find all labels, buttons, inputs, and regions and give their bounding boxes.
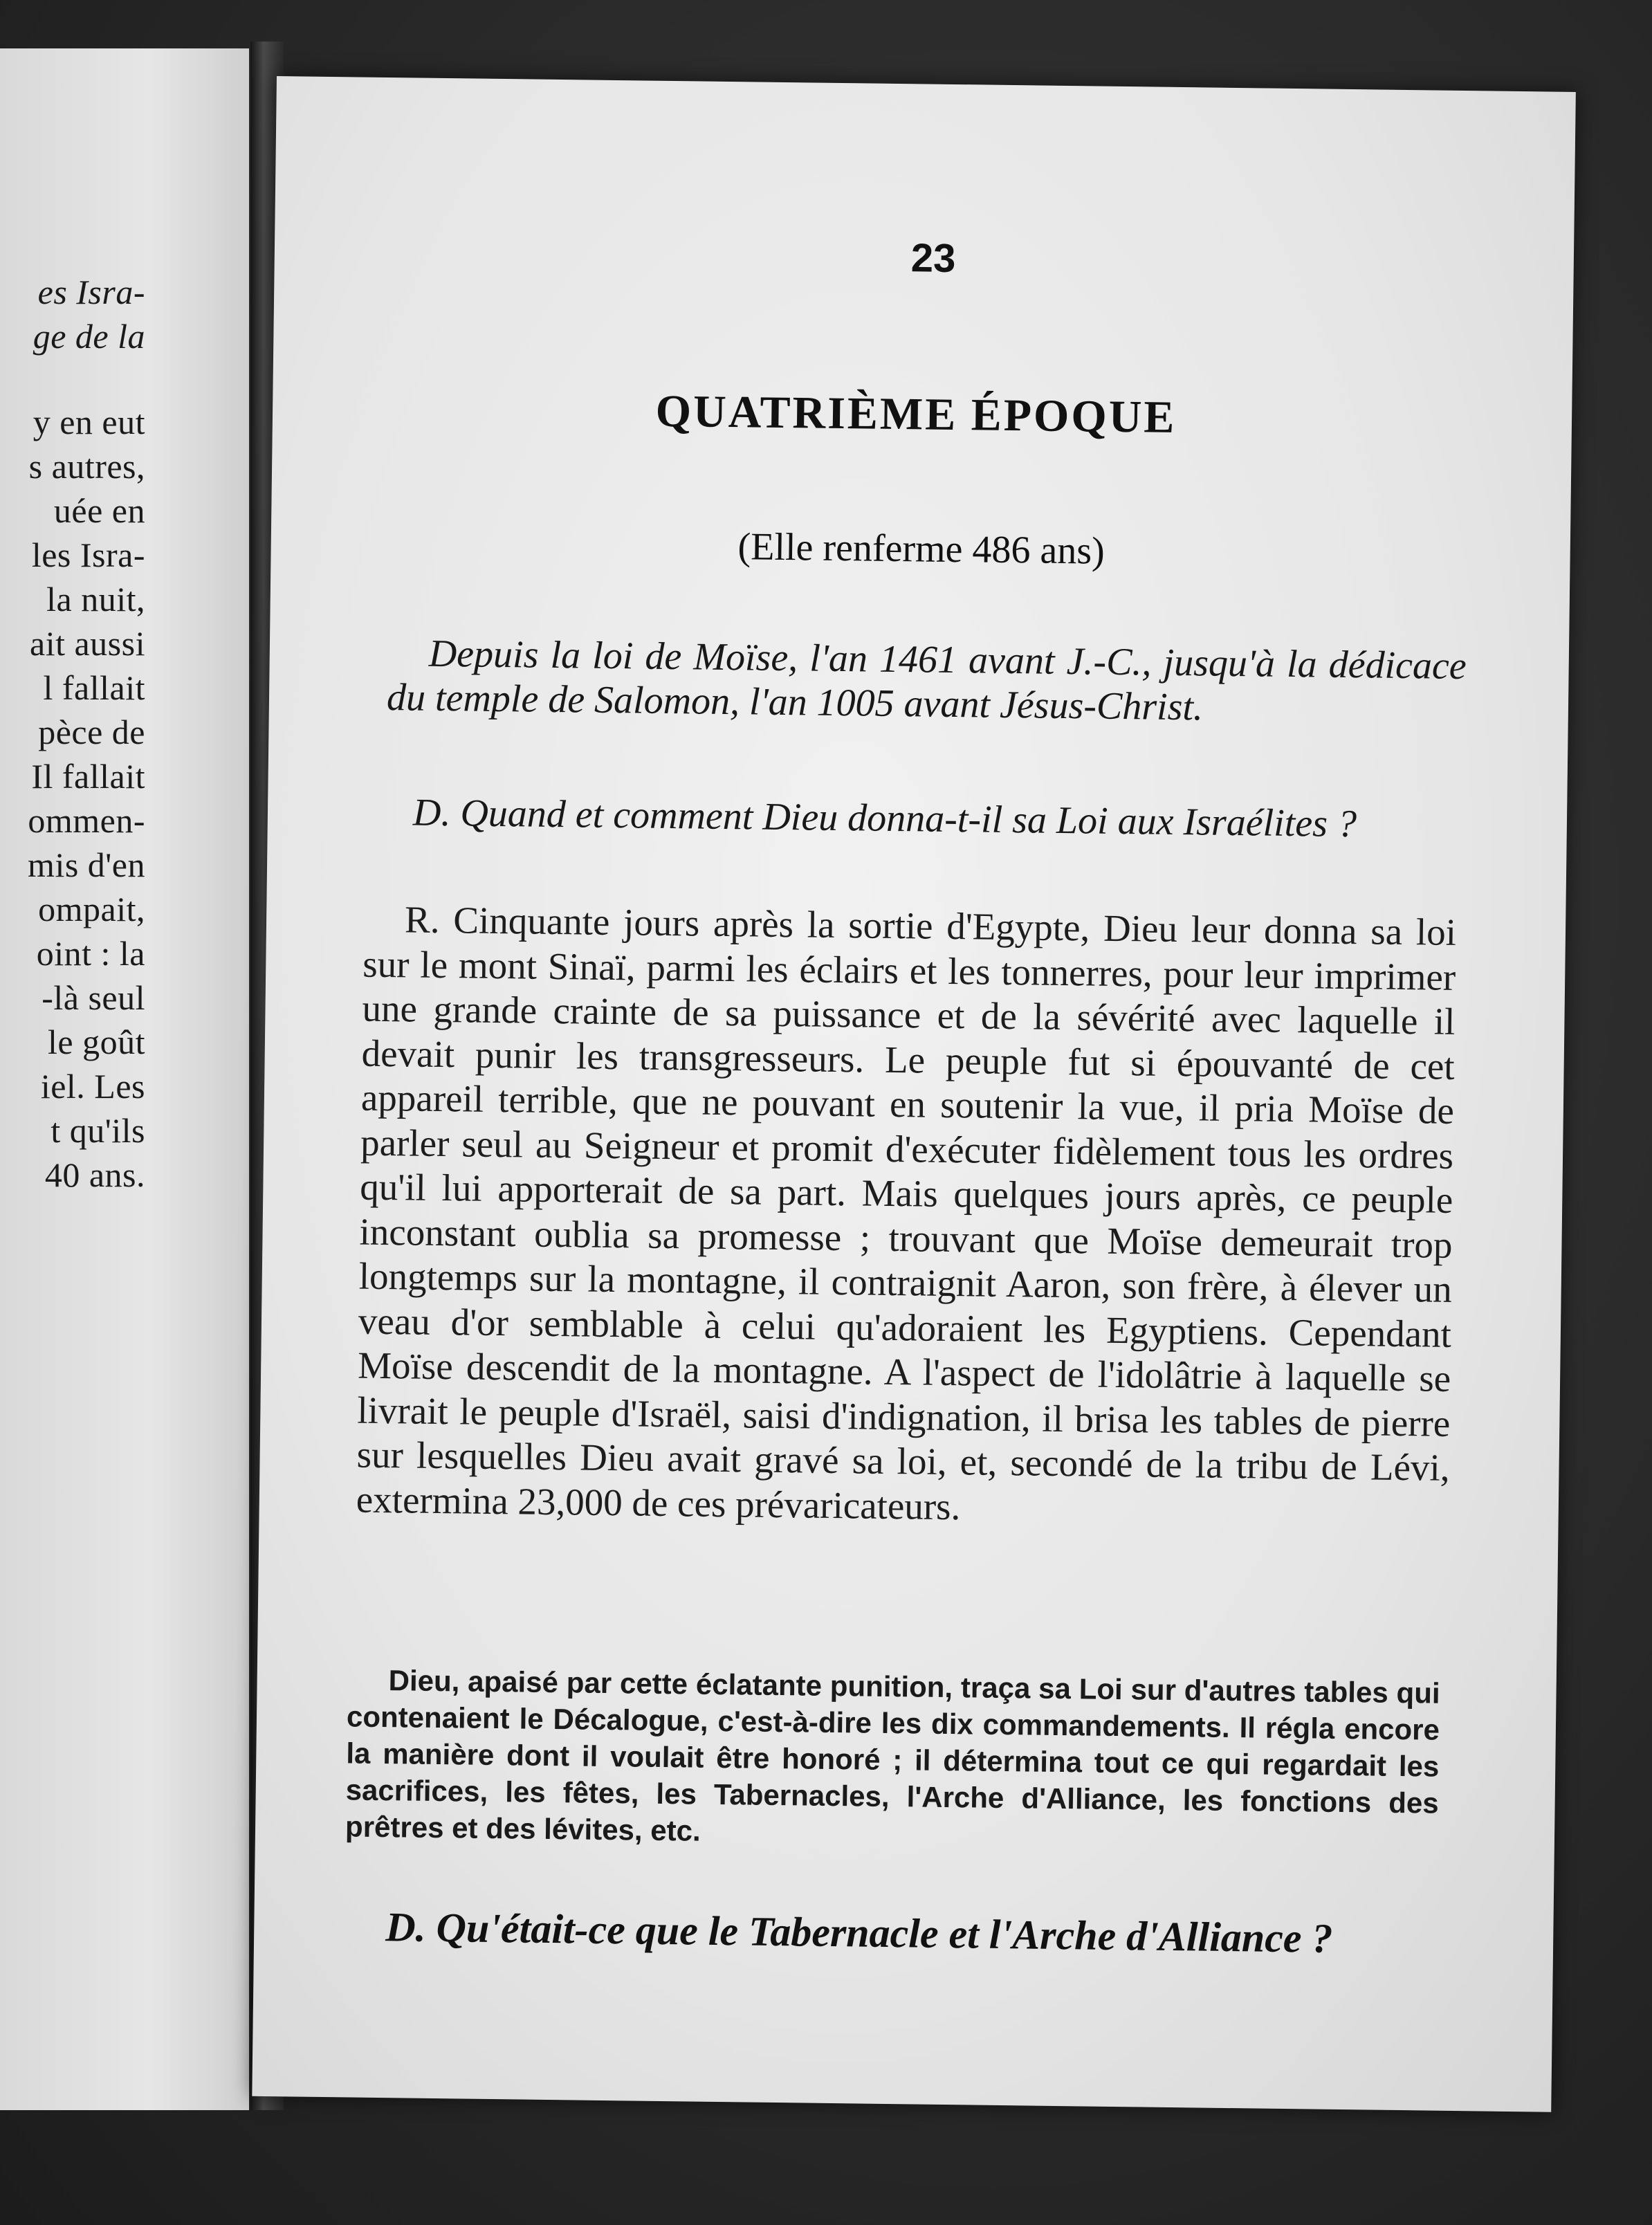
left-page-line: oint : la [36,934,145,973]
left-page-line: mis d'en [28,845,145,884]
left-facing-page [0,48,249,2110]
left-page-line: ait aussi [30,624,145,663]
chapter-subheading: (Elle renferme 486 ans) [737,525,1105,573]
left-page-line: pèce de [38,713,145,751]
left-page-line: la nuit, [46,580,145,619]
left-page-line: le goût [48,1023,145,1061]
left-page-line: iel. Les [40,1067,145,1106]
left-page-line: ompait, [38,890,145,928]
left-page-line: -là seul [42,978,145,1017]
left-page-line: ge de la [33,317,145,356]
left-page-line: ommen- [28,801,145,840]
left-page-line: y en eut [33,403,145,441]
chapter-heading: QUATRIÈME ÉPOQUE [655,385,1177,443]
left-page-line: l fallait [43,668,145,707]
left-page-line: s autres, [28,447,145,486]
left-page-line: uée en [53,491,145,530]
page-number: 23 [910,235,956,282]
left-page-line: 40 ans. [44,1155,145,1194]
left-page-line: es Isra- [37,273,145,311]
left-page-line: Il fallait [31,757,145,796]
left-page-text-column [0,270,145,1197]
left-page-line: les Isra- [31,535,145,574]
question-paragraph-2: D. Qu'était-ce que le Tabernacle et l'Arche d'Alliance ? [385,1904,1333,1961]
main-page [252,76,1576,2112]
answer-paragraph: R. Cinquante jours après la sortie d'Egypte, Dieu leur donna sa loi sur le mont Sinaï, parmi les éclairs et les tonnerres, pour leur imprimer une grande crainte de sa puissance et de la sévérité avec laquelle il devait punir les transgresseurs. Le peuple fut si épouvanté de cet appareil terrible, que ne pouvant en soutenir la vue, il pria Moïse de parler seul au Seigneur et promit d'exécuter fidèlement tous les ordres qu'il lui apporterait de sa part. Mais quelques jours après, ce peuple inconstant oublia sa promesse ; trouvant que Moïse demeurait trop longtemps sur la montagne, il contraignit Aaron, son frère, à élever un veau d'or semblable à celui qu'adoraient les Egyptiens. Cependant Moïse descendit de la montagne. A l'aspect de l'idolâtrie à laquelle se livrait le peuple d'Israël, saisi d'indignation, il brisa les tables de pierre sur lesquelles Dieu avait gravé sa loi, et, secondé de la tribu de Lévi, extermina 23,000 de ces prévaricateurs. [356,898,1457,1528]
left-page-line: t qu'ils [51,1111,145,1150]
question-paragraph: D. Quand et comment Dieu donna-t-il sa Loi aux Israélites ? [412,791,1357,846]
note-paragraph: Dieu, apaisé par cette éclatante punition, traça sa Loi sur d'autres tables qui contenaient le Décalogue, c'est-à-dire les dix commandements. Il régla encore la manière dont il voulait être honoré ; il détermina tout ce qui regardait les sacrifices, les fêtes, les Tabernacles, l'Arche d'Alliance, les fonctions des prêtres et des lévites, etc. [345,1664,1440,1847]
period-description: Depuis la loi de Moïse, l'an 1461 avant J.-C., jusqu'à la dédicace du temple de Salomon, l'an 1005 avant Jésus-Christ. [386,632,1467,729]
